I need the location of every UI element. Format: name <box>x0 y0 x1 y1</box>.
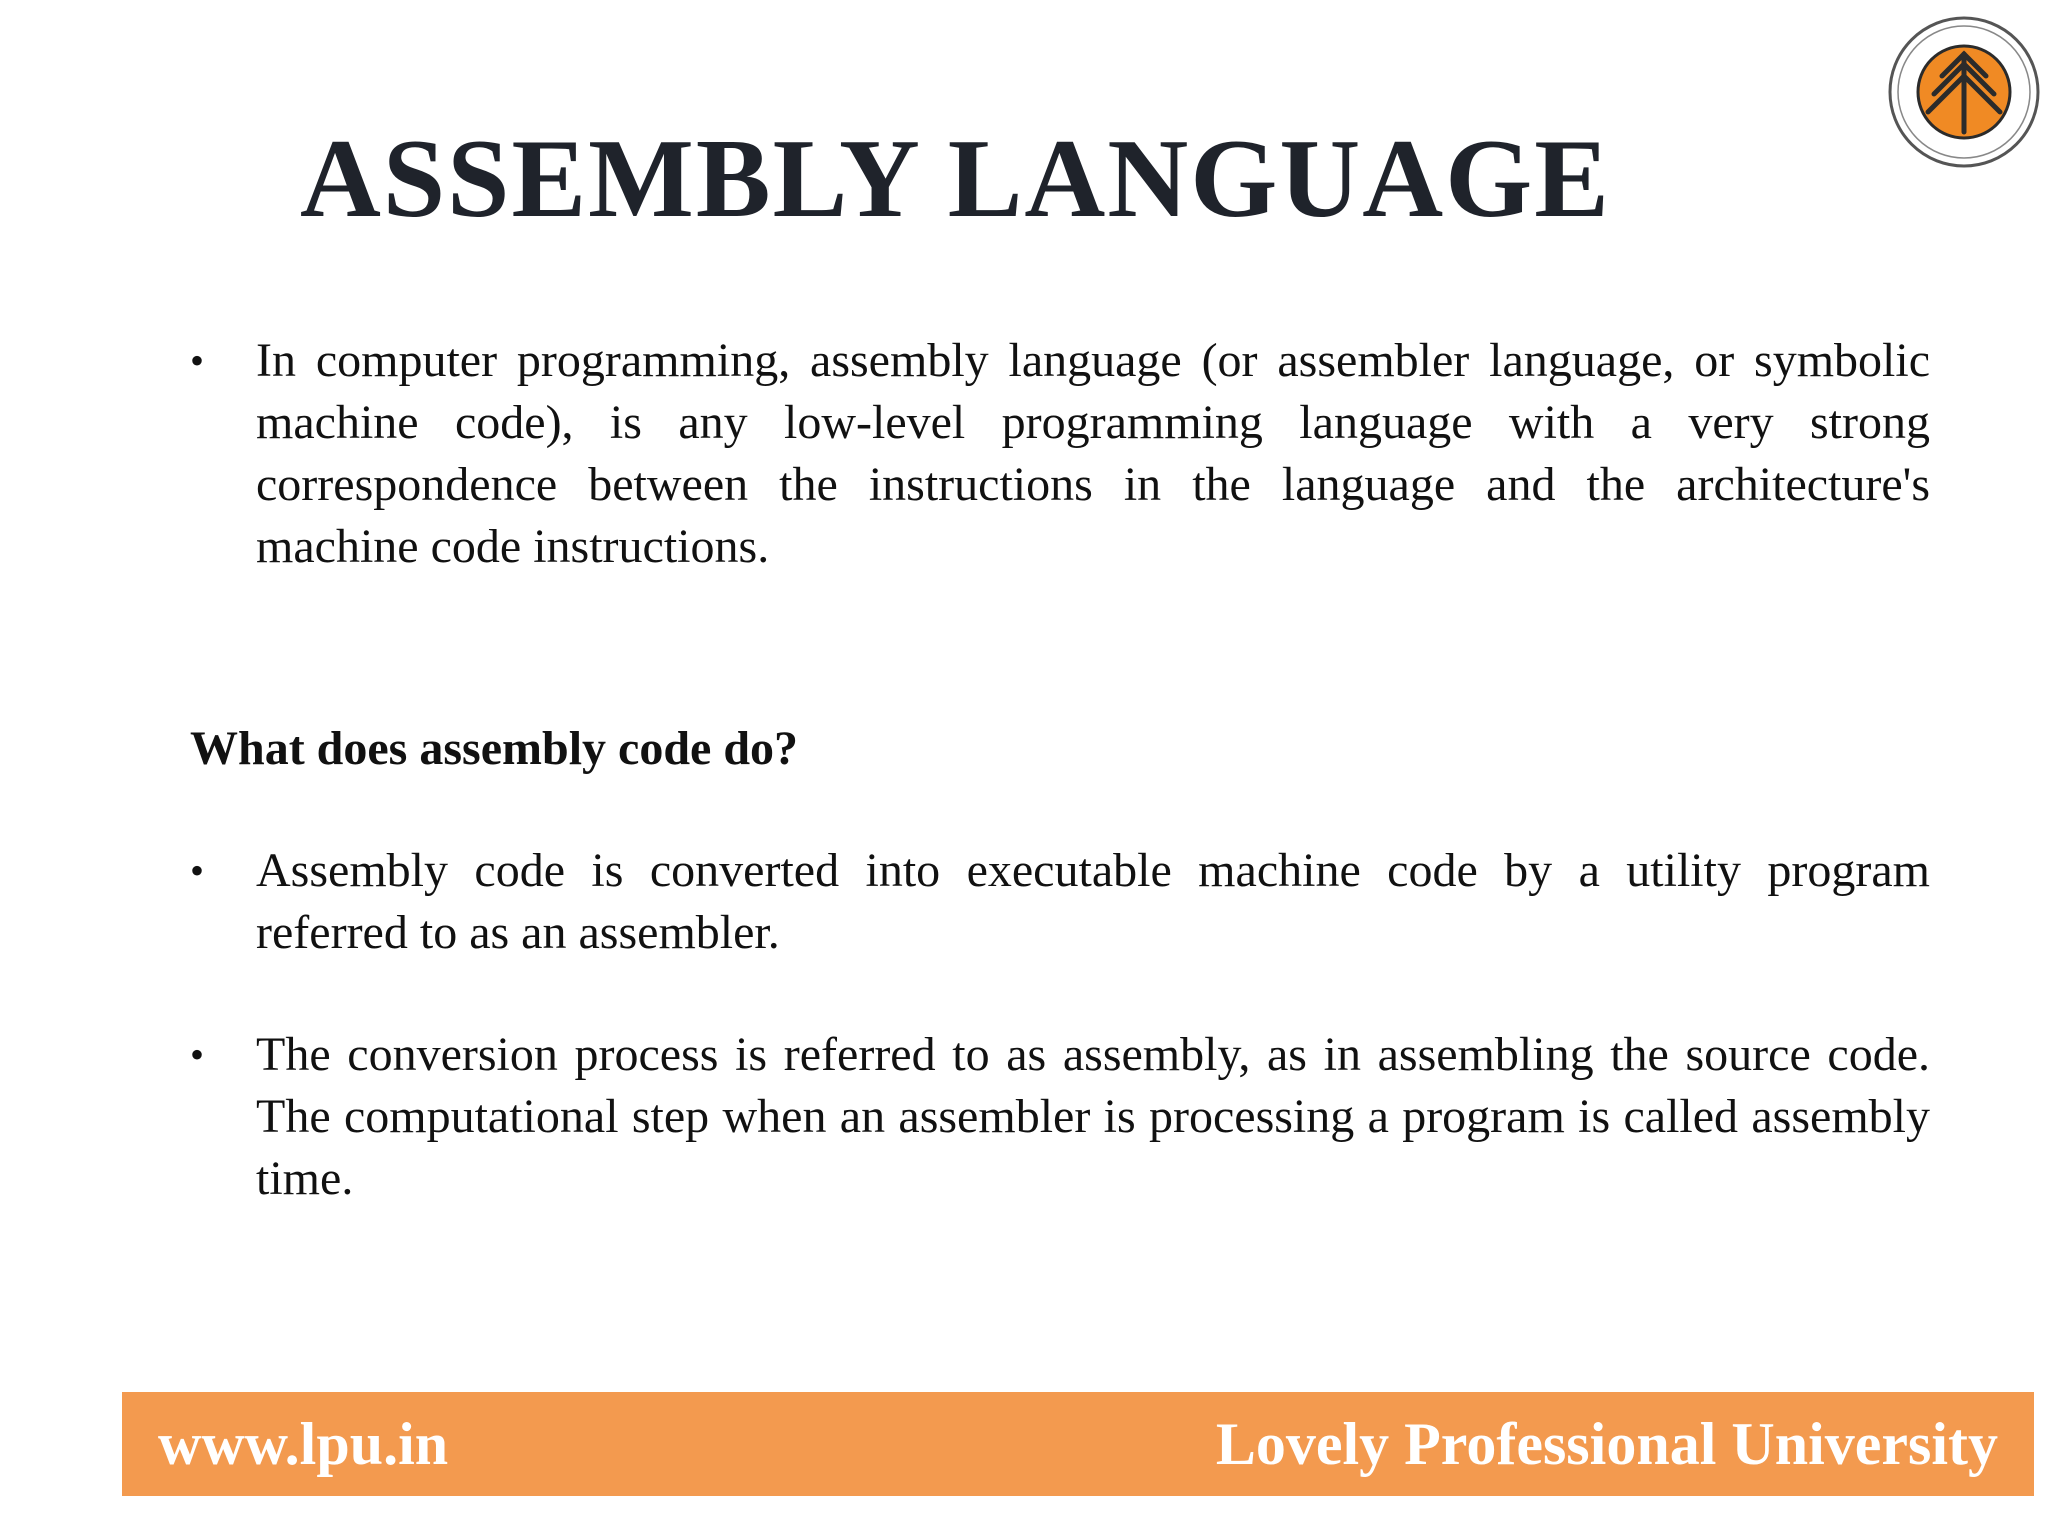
intro-bullet <box>190 330 1930 578</box>
bullet-dot: • <box>190 848 205 893</box>
footer-bar <box>122 1392 2034 1496</box>
lpu-seal-icon <box>1886 14 2042 170</box>
bullet-dot: • <box>190 1032 205 1077</box>
bullet-dot: • <box>190 338 205 383</box>
slide-title: ASSEMBLY LANGUAGE <box>300 117 1611 241</box>
list-item <box>190 1024 1930 1210</box>
footer-university-name: Lovely Professional University <box>1215 1411 1998 1477</box>
intro-bullet-text: In computer programming, assembly language (or assembler language, or symbolic machine code), is any low-level programming language with a very strong correspondence between the instructions in the language and the architecture's machine code instructions. <box>256 334 1930 573</box>
list-item-text: Assembly code is converted into executable machine code by a utility program referred to as an assembler. <box>256 844 1930 959</box>
list-item-text: The conversion process is referred to as assembly, as in assembling the source code. The computational step when an assembler is processing a program is called assembly time. <box>256 1028 1930 1205</box>
subheading: What does assembly code do? <box>190 722 799 775</box>
footer-url: www.lpu.in <box>158 1411 449 1477</box>
slide-content <box>190 330 1930 1210</box>
list-item <box>190 840 1930 964</box>
